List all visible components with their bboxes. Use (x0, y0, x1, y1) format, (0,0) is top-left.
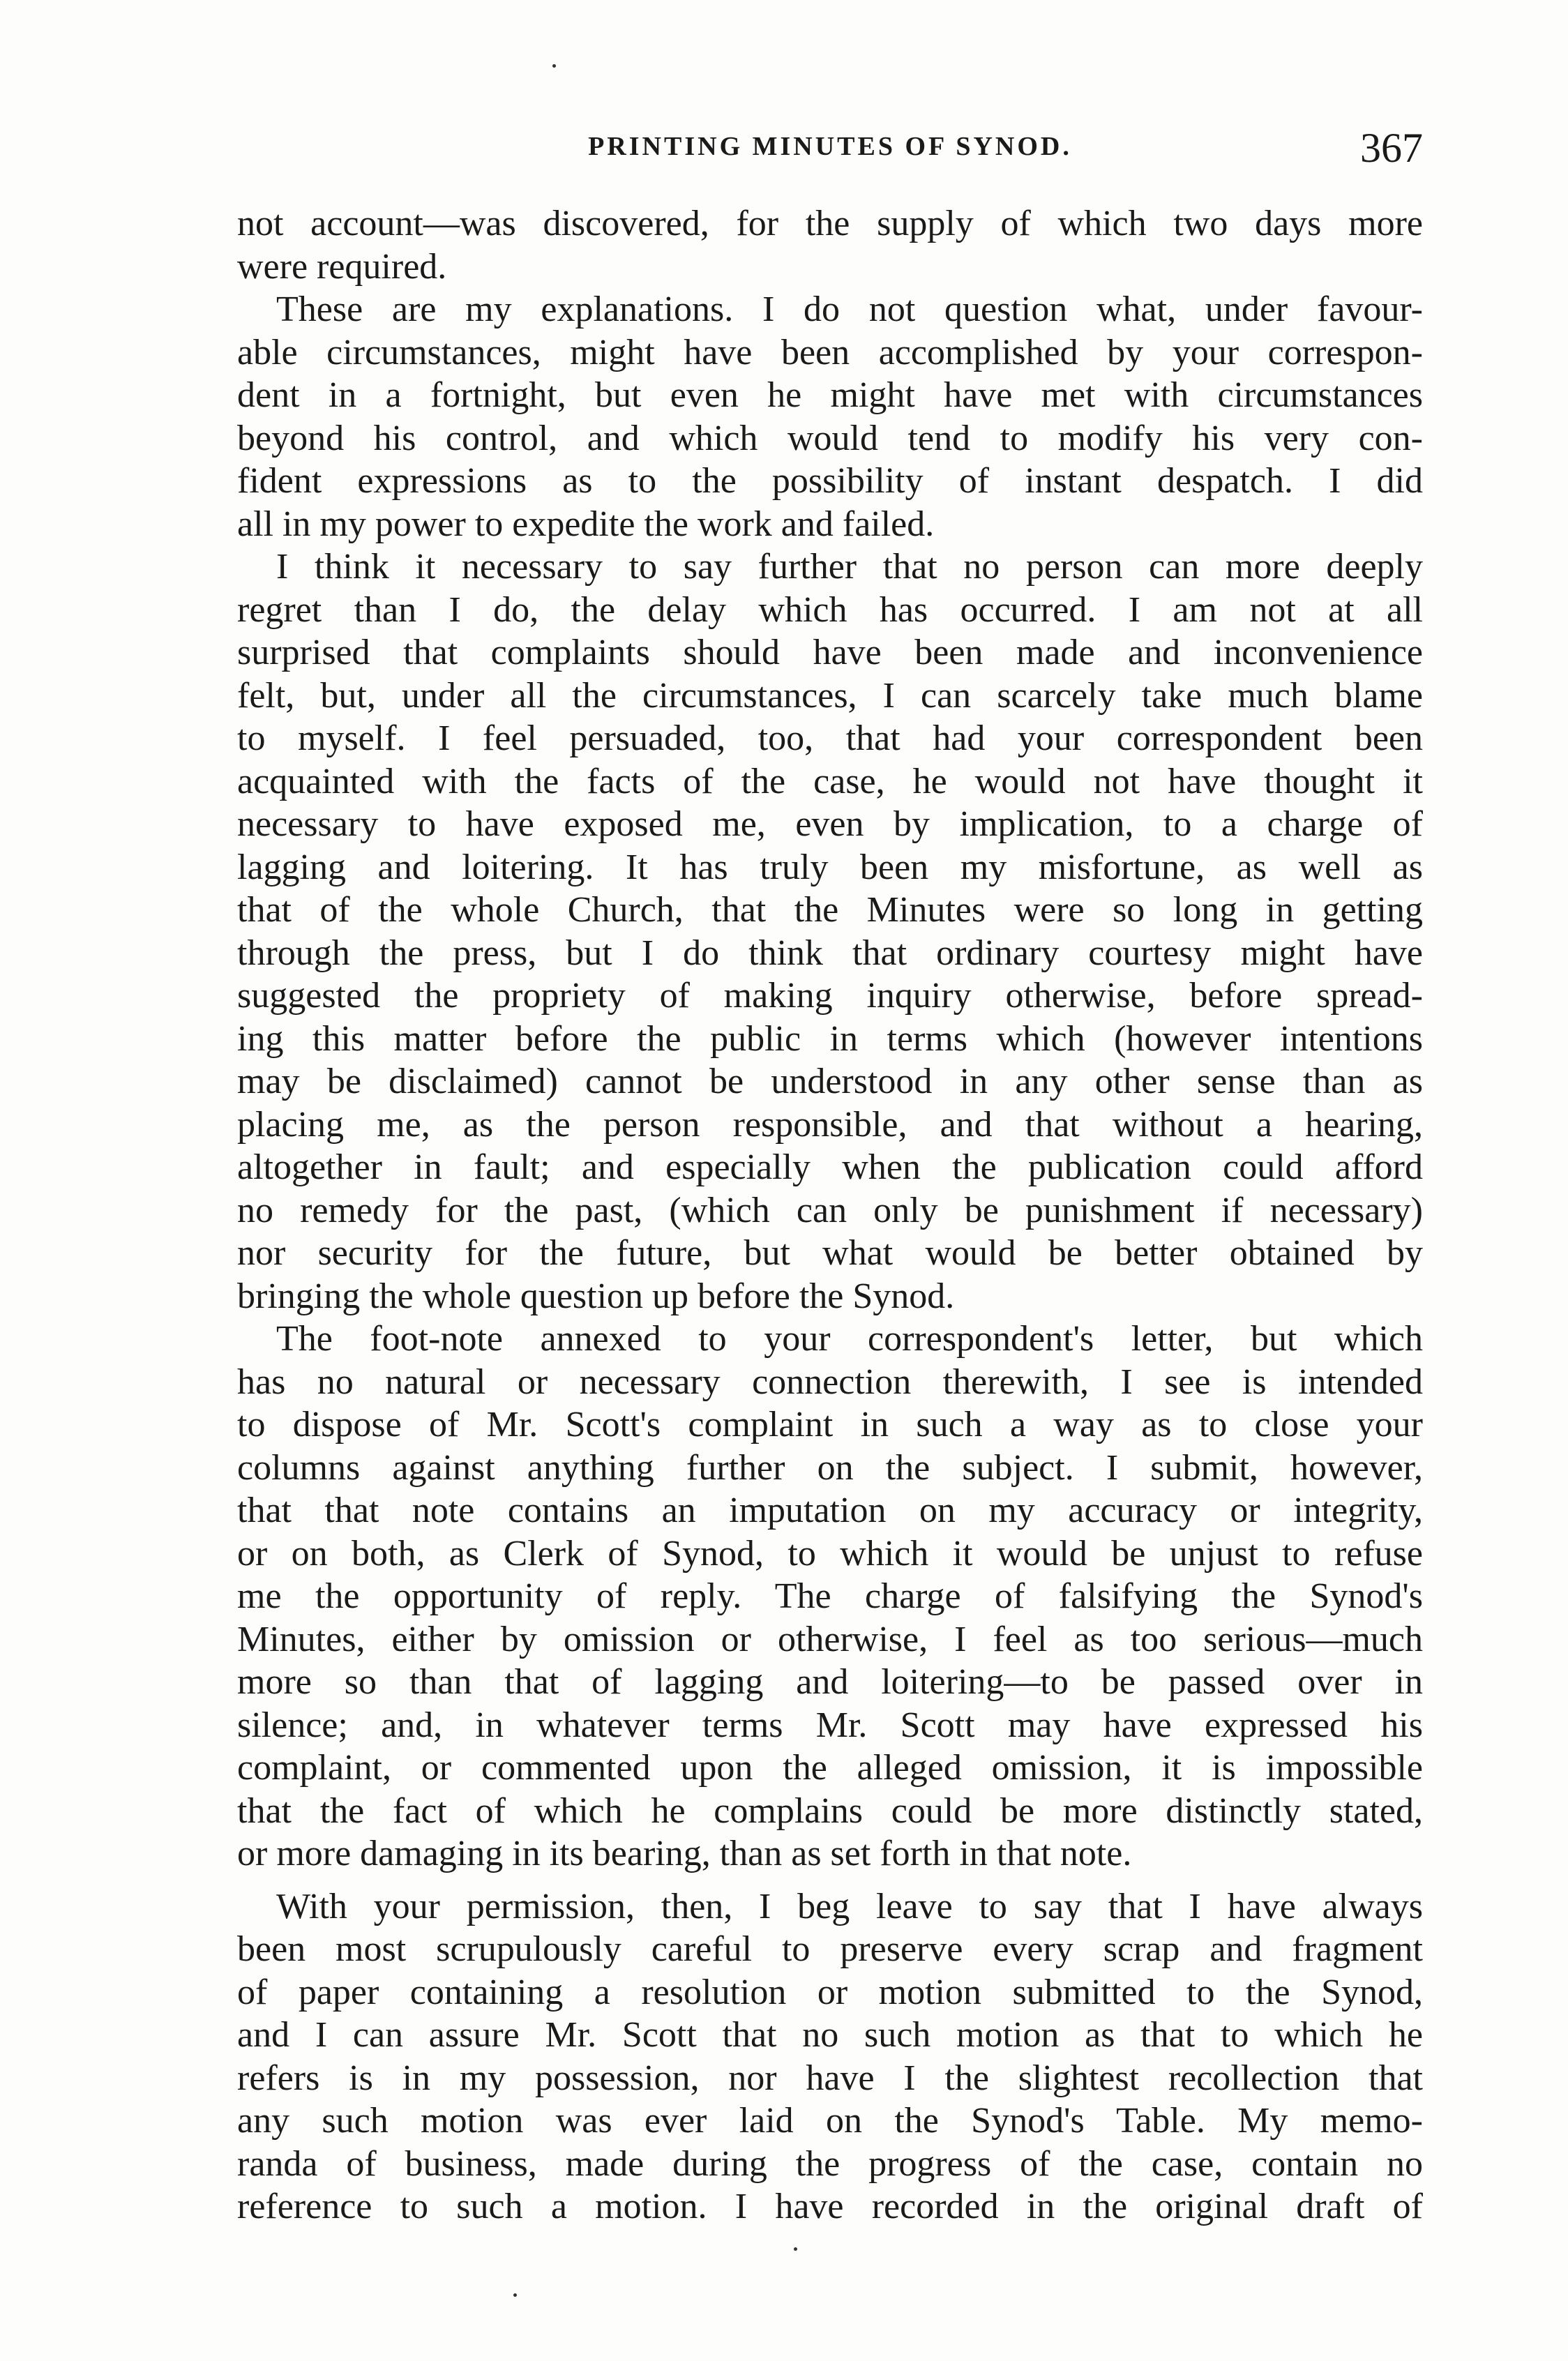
running-title: PRINTING MINUTES OF SYNOD. (588, 132, 1072, 161)
text-line: able circumstances, might have been accomplished by your correspon- (237, 332, 1423, 372)
text-line: through the press, but I do think that ordinary courtesy might have (237, 933, 1423, 973)
text-line: of paper containing a resolution or motion submitted to the Synod, (237, 1972, 1423, 2012)
text-line: me the opportunity of reply. The charge of falsifying the Synod's (237, 1576, 1423, 1616)
paragraph (237, 288, 1423, 545)
text-line: beyond his control, and which would tend to modify his very con- (237, 418, 1423, 458)
text-line: necessary to have exposed me, even by implication, to a charge of (237, 804, 1423, 844)
text-line: complaint, or commented upon the alleged omission, it is impossible (237, 1748, 1423, 1788)
text-line: may be disclaimed) cannot be understood in any other sense than as (237, 1062, 1423, 1101)
text-line: ing this matter before the public in terms which (however intentions (237, 1018, 1423, 1059)
text-line: The foot-note annexed to your correspondent's letter, but which (276, 1319, 1423, 1359)
text-line: These are my explanations. I do not question what, under favour- (276, 289, 1423, 329)
text-line: surprised that complaints should have been made and inconvenience (237, 633, 1423, 672)
text-line: reference to such a motion. I have recorded in the original draft of (237, 2187, 1423, 2226)
text-line: With your permission, then, I beg leave to say that I have always (276, 1886, 1423, 1926)
text-line: no remedy for the past, (which can only be punishment if necessary) (237, 1190, 1423, 1230)
text-line: altogether in fault; and especially when the publication could afford (237, 1147, 1423, 1187)
text-line: not account—was discovered, for the supply of which two days more (237, 204, 1423, 243)
page-number: 367 (1360, 125, 1423, 171)
text-line: silence; and, in whatever terms Mr. Scott may have expressed his (237, 1705, 1423, 1745)
text-line: felt, but, under all the circumstances, I can scarcely take much blame (237, 675, 1423, 716)
running-head (237, 124, 1423, 173)
text-line: or more damaging in its bearing, than as set forth in that note. (237, 1834, 1132, 1873)
text-line: bringing the whole question up before the Synod. (237, 1276, 955, 1316)
text-line: were required. (237, 246, 447, 287)
text-line: has no natural or necessary connection therewith, I see is intended (237, 1361, 1423, 1402)
text-line: I think it necessary to say further that no person can more deeply (276, 547, 1423, 587)
text-line: randa of business, made during the progress of the case, contain no (237, 2143, 1423, 2184)
text-line: acquainted with the facts of the case, he would not have thought it (237, 761, 1423, 801)
text-line: that of the whole Church, that the Minutes were so long in getting (237, 890, 1423, 930)
text-line: and I can assure Mr. Scott that no such motion as that to which he (237, 2015, 1423, 2055)
text-line: any such motion was ever laid on the Synod's Table. My memo- (237, 2101, 1423, 2141)
text-line: nor security for the future, but what would be better obtained by (237, 1233, 1423, 1273)
paragraph (237, 1885, 1423, 2228)
text-line: lagging and loitering. It has truly been my misfortune, as well as (237, 847, 1423, 887)
text-line: fident expressions as to the possibility of instant despatch. I did (237, 461, 1423, 501)
text-line: dent in a fortnight, but even he might have met with circumstances (237, 375, 1423, 415)
text-line: suggested the propriety of making inquiry otherwise, before spread- (237, 976, 1423, 1016)
text-line: refers is in my possession, nor have I the slightest recollection that (237, 2058, 1423, 2098)
print-speck (794, 2247, 797, 2251)
body-text (237, 202, 1423, 2228)
text-line: placing me, as the person responsible, and that without a hearing, (237, 1104, 1423, 1145)
text-line: to dispose of Mr. Scott's complaint in such a way as to close your (237, 1405, 1423, 1444)
text-line: to myself. I feel persuaded, too, that had your correspondent been (237, 718, 1423, 758)
print-speck (513, 2293, 517, 2297)
paragraph (237, 202, 1423, 288)
text-line: Minutes, either by omission or otherwise, I feel as too serious—much (237, 1619, 1423, 1659)
text-line: been most scrupulously careful to preserve every scrap and fragment (237, 1929, 1423, 1969)
print-speck (552, 64, 556, 68)
paragraph (237, 1318, 1423, 1876)
text-line: more so than that of lagging and loitering—to be passed over in (237, 1662, 1423, 1702)
text-line: columns against anything further on the subject. I submit, however, (237, 1447, 1423, 1488)
text-line: that the fact of which he complains could be more distinctly stated, (237, 1790, 1423, 1831)
text-line: regret than I do, the delay which has occurred. I am not at all (237, 589, 1423, 630)
paragraph (237, 545, 1423, 1318)
text-line: all in my power to expedite the work and failed. (237, 504, 935, 544)
text-line: or on both, as Clerk of Synod, to which it would be unjust to refuse (237, 1533, 1423, 1574)
text-line: that that note contains an imputation on my accuracy or integrity, (237, 1491, 1423, 1530)
